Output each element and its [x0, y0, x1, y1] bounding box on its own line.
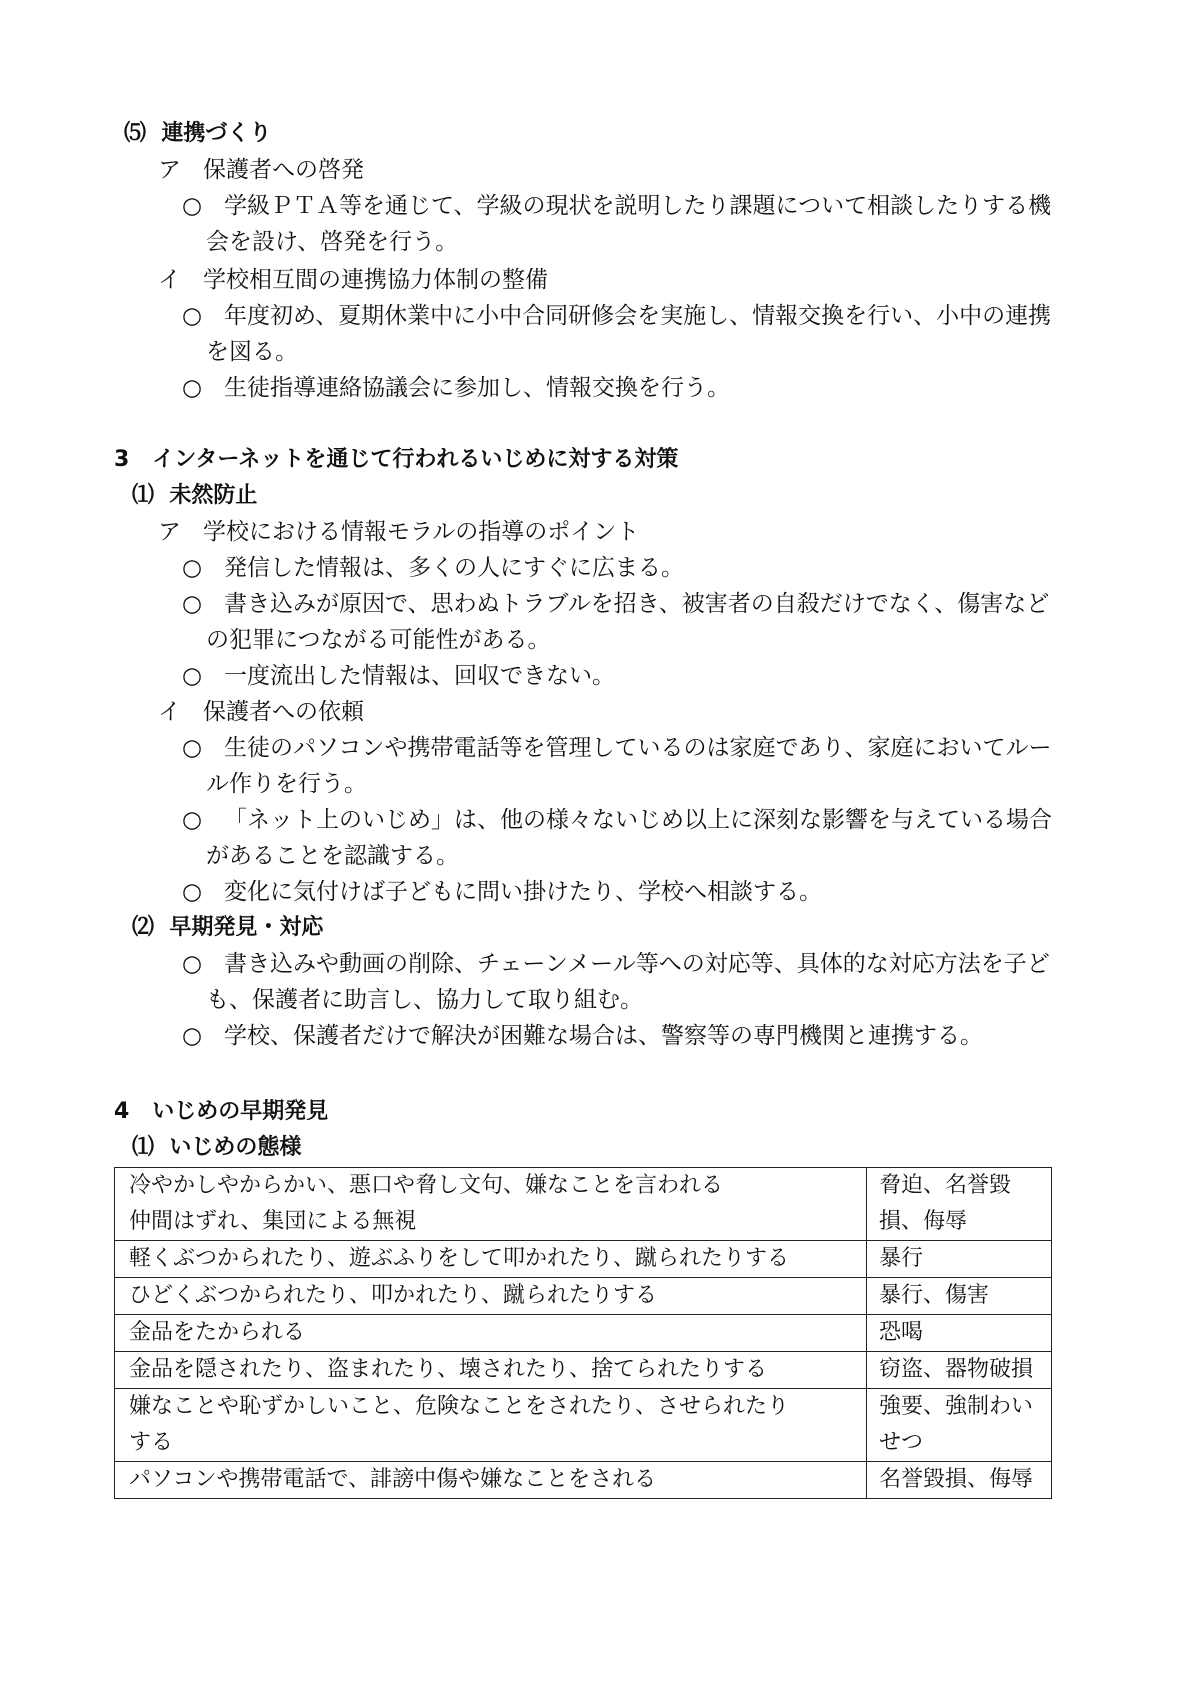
list-item-continuation: 会を設け、啓発を行う。 — [206, 229, 459, 255]
section-heading: ⑴ いじめの態様 — [132, 1135, 302, 1160]
table-cell-category: 名誉毀損、侮辱 — [867, 1462, 1052, 1499]
subsection-heading: イ 保護者への依頼 — [158, 699, 364, 725]
list-item: ○ 生徒指導連絡協議会に参加し、情報交換を行う。 — [182, 375, 731, 401]
circle-bullet-icon: ○ — [182, 951, 203, 977]
list-item: ○ 発信した情報は、多くの人にすぐに広まる。 — [182, 555, 685, 581]
chapter-title: いじめの早期発見 — [152, 1099, 329, 1124]
section-number: ⑸ — [124, 121, 147, 146]
subsection-heading: ア 学校における情報モラルの指導のポイント — [158, 519, 640, 545]
table-row — [115, 1352, 1052, 1389]
section-title: 連携づくり — [161, 121, 272, 146]
table-cell-description: 軽くぶつかられたり、遊ぶふりをして叩かれたり、蹴られたりする — [115, 1241, 867, 1278]
section-heading: ⑵ 早期発見・対応 — [132, 915, 324, 940]
chapter-title: インターネットを通じて行われるいじめに対する対策 — [152, 447, 679, 472]
list-item: ○ 書き込みが原因で、思わぬトラブルを招き、被害者の自殺だけでなく、傷害など — [182, 591, 1050, 617]
circle-bullet-icon: ○ — [182, 193, 203, 219]
list-item: ○ 学級ＰＴＡ等を通じて、学級の現状を説明したり課題について相談したりする機 — [182, 193, 1052, 219]
circle-bullet-icon: ○ — [182, 663, 203, 689]
table-cell-description: パソコンや携帯電話で、誹謗中傷や嫌なことをされる — [115, 1462, 867, 1499]
list-item-continuation: の犯罪につながる可能性がある。 — [206, 627, 551, 653]
list-item-continuation: も、保護者に助言し、協力して取り組む。 — [206, 987, 643, 1013]
list-item-continuation: があることを認識する。 — [206, 843, 459, 869]
list-item: ○ 年度初め、夏期休業中に小中合同研修会を実施し、情報交換を行い、小中の連携 — [182, 303, 1052, 329]
circle-bullet-icon: ○ — [182, 375, 203, 401]
circle-bullet-icon: ○ — [182, 879, 203, 905]
table-cell-description: 嫌なことや恥ずかしいこと、危険なことをされたり、させられたり する — [115, 1389, 867, 1462]
circle-bullet-icon: ○ — [182, 555, 203, 581]
list-item-continuation: ル作りを行う。 — [206, 771, 367, 797]
table-cell-category: 暴行、傷害 — [867, 1278, 1052, 1315]
list-item: ○ 学校、保護者だけで解決が困難な場合は、警察等の専門機関と連携する。 — [182, 1023, 984, 1049]
table-row — [115, 1462, 1052, 1499]
chapter-heading-4 — [114, 1094, 328, 1130]
section-heading-5 — [124, 116, 271, 152]
chapter-number: 4 — [114, 1099, 130, 1124]
table-cell-description: 金品を隠されたり、盗まれたり、壊されたり、捨てられたりする — [115, 1352, 867, 1389]
chapter-heading-3 — [114, 442, 678, 478]
list-item: ○ 書き込みや動画の削除、チェーンメール等への対応等、具体的な対応方法を子ど — [182, 951, 1050, 977]
circle-bullet-icon: ○ — [182, 1023, 203, 1049]
section-heading: ⑴ 未然防止 — [132, 483, 258, 508]
table-row — [115, 1389, 1052, 1462]
list-item: ○ 変化に気付けば子どもに問い掛けたり、学校へ相談する。 — [182, 879, 823, 905]
circle-bullet-icon: ○ — [182, 303, 203, 329]
table-cell-description: 金品をたかられる — [115, 1315, 867, 1352]
list-item: ○ 一度流出した情報は、回収できない。 — [182, 663, 616, 689]
table-cell-description: 冷やかしやからかい、悪口や脅し文句、嫌なことを言われる 仲間はずれ、集団による無視 — [115, 1168, 867, 1241]
list-item: ○ 「ネット上のいじめ」は、他の様々ないじめ以上に深刻な影響を与えている場合 — [182, 807, 1053, 833]
subsection-heading: イ 学校相互間の連携協力体制の整備 — [158, 267, 548, 293]
subsection-heading: ア 保護者への啓発 — [158, 157, 364, 183]
table-row — [115, 1241, 1052, 1278]
table-row — [115, 1278, 1052, 1315]
table-cell-category: 恐喝 — [867, 1315, 1052, 1352]
bullying-types-table — [114, 1167, 1052, 1499]
chapter-number: 3 — [114, 447, 130, 472]
list-item: ○ 生徒のパソコンや携帯電話等を管理しているのは家庭であり、家庭においてルー — [182, 735, 1052, 761]
list-item-continuation: を図る。 — [206, 339, 298, 365]
table-cell-category: 暴行 — [867, 1241, 1052, 1278]
table-cell-category: 窃盗、器物破損 — [867, 1352, 1052, 1389]
table-row — [115, 1315, 1052, 1352]
table-cell-description: ひどくぶつかられたり、叩かれたり、蹴られたりする — [115, 1278, 867, 1315]
circle-bullet-icon: ○ — [182, 807, 203, 833]
table-cell-category: 強要、強制わいせつ — [867, 1389, 1052, 1462]
table-row — [115, 1168, 1052, 1241]
circle-bullet-icon: ○ — [182, 591, 203, 617]
table-cell-category: 脅迫、名誉毀損、侮辱 — [867, 1168, 1052, 1241]
circle-bullet-icon: ○ — [182, 735, 203, 761]
